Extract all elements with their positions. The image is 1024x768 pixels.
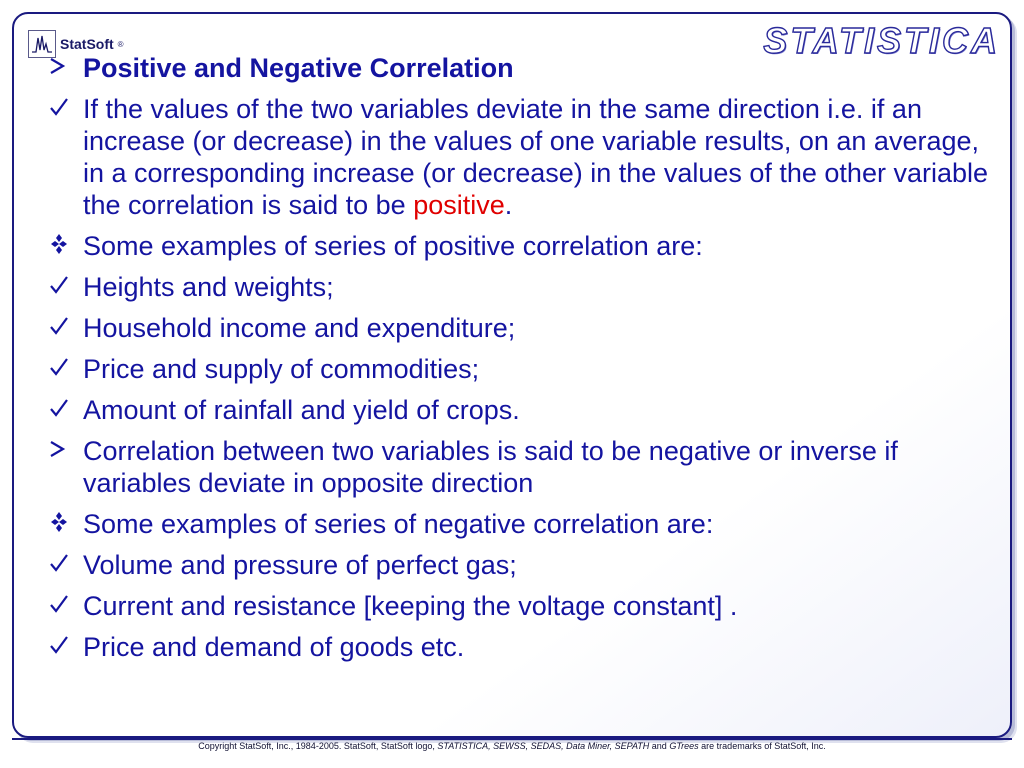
checkmark-icon <box>48 590 83 617</box>
list-item <box>48 271 988 303</box>
list-item-text-part: If the values of the two variables deviate in the same direction i.e. if an increase (or decrease) in the values of one variable results, on an average, in a corresponding increase (or decrease) in the values of the other variable the correlation is said to be <box>83 94 989 220</box>
statistica-logo: STATISTICA <box>763 20 1000 61</box>
list-item <box>48 52 988 84</box>
diamond-bullet-icon <box>48 508 83 535</box>
bullet-list <box>48 52 988 672</box>
checkmark-icon <box>48 394 83 421</box>
checkmark-icon <box>48 631 83 658</box>
list-item-text <box>83 93 988 221</box>
list-item-text: Correlation between two variables is said to be negative or inverse if variables deviate in opposite direction <box>83 436 898 498</box>
highlighted-word: positive <box>413 190 505 220</box>
list-item-text: Price and supply of commodities; <box>83 354 480 384</box>
list-item <box>48 230 988 262</box>
footer-suffix: are trademarks of StatSoft, Inc. <box>698 741 826 751</box>
arrow-bullet-icon <box>48 435 83 462</box>
list-item-text: Amount of rainfall and yield of crops. <box>83 395 520 425</box>
list-item-text-part: . <box>504 190 513 220</box>
list-item-text: Household income and expenditure; <box>83 313 516 343</box>
list-item-text: Some examples of series of positive correlation are: <box>83 231 703 261</box>
list-item <box>48 394 988 426</box>
list-item-text: Current and resistance [keeping the voltage constant] . <box>83 591 738 621</box>
list-item <box>48 93 988 221</box>
list-item-text: Volume and pressure of perfect gas; <box>83 550 517 580</box>
arrow-bullet-icon <box>48 52 83 79</box>
list-item <box>48 590 988 622</box>
list-item-text: Some examples of series of negative correlation are: <box>83 509 714 539</box>
registered-mark: ® <box>117 39 124 49</box>
checkmark-icon <box>48 312 83 339</box>
checkmark-icon <box>48 93 83 120</box>
footer-gtrees: GTrees <box>669 741 699 751</box>
checkmark-icon <box>48 271 83 298</box>
statsoft-logo-text: StatSoft <box>60 36 114 52</box>
footer-trademarks: STATISTICA, SEWSS, SEDAS, Data Miner, SEPATH <box>437 741 650 751</box>
list-item-text: Price and demand of goods etc. <box>83 632 465 662</box>
list-item <box>48 631 988 663</box>
slide-title: Positive and Negative Correlation <box>83 53 514 83</box>
list-item <box>48 435 988 499</box>
footer-prefix: Copyright StatSoft, Inc., 1984-2005. StatSoft, StatSoft logo, <box>198 741 438 751</box>
list-item <box>48 312 988 344</box>
diamond-bullet-icon <box>48 230 83 257</box>
checkmark-icon <box>48 353 83 380</box>
list-item <box>48 508 988 540</box>
copyright-footer <box>0 741 1024 751</box>
footer-and: and <box>649 741 670 751</box>
list-item <box>48 353 988 385</box>
list-item-text: Heights and weights; <box>83 272 334 302</box>
checkmark-icon <box>48 549 83 576</box>
list-item <box>48 549 988 581</box>
